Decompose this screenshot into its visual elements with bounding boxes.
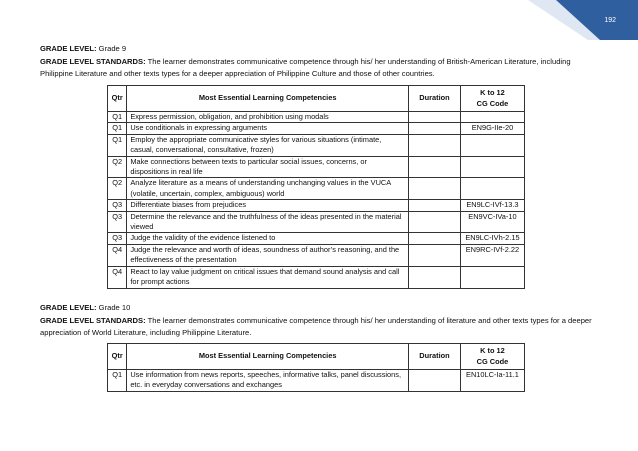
qtr-header: Qtr [108, 86, 127, 112]
cg-code-header-line2: CG Code [476, 356, 509, 366]
cg-code-cell: EN10LC-Ia-11.1 [460, 370, 524, 392]
grade10-standards-line [40, 315, 600, 340]
table-row [108, 156, 525, 178]
cg-code-cell [460, 156, 524, 178]
competency-cell: React to lay value judgment on critical issues that demand sound analysis and call for prompt actions [127, 266, 409, 288]
qtr-cell: Q3 [108, 233, 127, 244]
table-row [108, 211, 525, 233]
qtr-header: Qtr [108, 344, 127, 370]
competency-cell: Employ the appropriate communicative styles for various situations (intimate, casual, conversational, consultative, frozen) [127, 134, 409, 156]
competency-cell: Analyze literature as a means of understanding unchanging values in the VUCA (volatile, uncertain, complex, ambiguous) world [127, 178, 409, 200]
competency-cell: Determine the relevance and the truthfulness of the ideas presented in the material viewed [127, 211, 409, 233]
cg-code-header [460, 344, 524, 370]
duration-cell [409, 211, 461, 233]
cg-code-header-line2: CG Code [476, 98, 509, 108]
grade10-level-line [40, 302, 600, 315]
cg-code-header-line1: K to 12 [480, 88, 505, 98]
table-header-row [108, 344, 525, 370]
cg-code-cell: EN9G-IIe-20 [460, 123, 524, 134]
duration-cell [409, 370, 461, 392]
qtr-cell: Q1 [108, 112, 127, 123]
table-row [108, 200, 525, 211]
competency-cell: Make connections between texts to particular social issues, concerns, or dispositions in real life [127, 156, 409, 178]
qtr-cell: Q3 [108, 211, 127, 233]
table-row [108, 266, 525, 288]
qtr-cell: Q4 [108, 266, 127, 288]
competency-cell: Use conditionals in expressing arguments [127, 123, 409, 134]
table-row [108, 123, 525, 134]
qtr-cell: Q2 [108, 156, 127, 178]
grade10-header [40, 302, 600, 340]
cg-code-cell: EN9RC-IVf-2.22 [460, 244, 524, 266]
corner-decoration [528, 0, 638, 40]
grade9-header [40, 43, 600, 81]
qtr-cell: Q4 [108, 244, 127, 266]
cg-code-cell: EN9LC-IVf-13.3 [460, 200, 524, 211]
cg-code-cell: EN9VC-IVa-10 [460, 211, 524, 233]
cg-code-header-line1: K to 12 [480, 346, 505, 356]
competency-cell: Use information from news reports, speeches, informative talks, panel discussions, etc. in everyday conversations and exchanges [127, 370, 409, 392]
grade-level-standards-label: GRADE LEVEL STANDARDS: [40, 56, 146, 66]
duration-cell [409, 178, 461, 200]
competencies-header: Most Essential Learning Competencies [127, 344, 409, 370]
cg-code-cell [460, 112, 524, 123]
table-row [108, 134, 525, 156]
grade-level-standards-label: GRADE LEVEL STANDARDS: [40, 315, 146, 325]
cg-code-cell: EN9LC-IVh-2.15 [460, 233, 524, 244]
duration-cell [409, 233, 461, 244]
table-row [108, 112, 525, 123]
grade9-standards-line [40, 56, 600, 81]
table-row [108, 370, 525, 392]
grade9-standards-text: The learner demonstrates communicative competence through his/ her understanding of British-American Literature, including Philippine Literature and other texts types for a deeper appreciation of Philippine Culture and those of other countries. [40, 56, 571, 78]
table-header-row [108, 86, 525, 112]
qtr-cell: Q1 [108, 123, 127, 134]
duration-header: Duration [409, 344, 461, 370]
duration-cell [409, 156, 461, 178]
table-row [108, 244, 525, 266]
competency-cell: Judge the relevance and worth of ideas, soundness of author’s reasoning, and the effectiveness of the presentation [127, 244, 409, 266]
page-number: 192 [604, 17, 616, 24]
grade10-competency-table [107, 343, 525, 392]
grade9-competency-table [107, 85, 525, 289]
table-row [108, 178, 525, 200]
competency-cell: Differentiate biases from prejudices [127, 200, 409, 211]
grade10-standards-text: The learner demonstrates communicative competence through his/ her understanding of literature and other texts types for a deeper appreciation of World Literature, including Philippine Literature. [40, 315, 592, 337]
duration-cell [409, 112, 461, 123]
duration-cell [409, 244, 461, 266]
grade10-level-value: Grade 10 [98, 303, 131, 312]
cg-code-cell [460, 134, 524, 156]
cg-code-cell [460, 266, 524, 288]
duration-header: Duration [409, 86, 461, 112]
qtr-cell: Q1 [108, 134, 127, 156]
grade9-level-line [40, 43, 600, 56]
duration-cell [409, 200, 461, 211]
grade-level-label: GRADE LEVEL: [40, 303, 97, 312]
duration-cell [409, 266, 461, 288]
competency-cell: Express permission, obligation, and prohibition using modals [127, 112, 409, 123]
table-row [108, 233, 525, 244]
cg-code-cell [460, 178, 524, 200]
qtr-cell: Q2 [108, 178, 127, 200]
grade-level-label: GRADE LEVEL: [40, 44, 97, 53]
duration-cell [409, 123, 461, 134]
competencies-header: Most Essential Learning Competencies [127, 86, 409, 112]
qtr-cell: Q1 [108, 370, 127, 392]
cg-code-header [460, 86, 524, 112]
competency-cell: Judge the validity of the evidence listened to [127, 233, 409, 244]
qtr-cell: Q3 [108, 200, 127, 211]
grade9-level-value: Grade 9 [98, 44, 127, 53]
duration-cell [409, 134, 461, 156]
